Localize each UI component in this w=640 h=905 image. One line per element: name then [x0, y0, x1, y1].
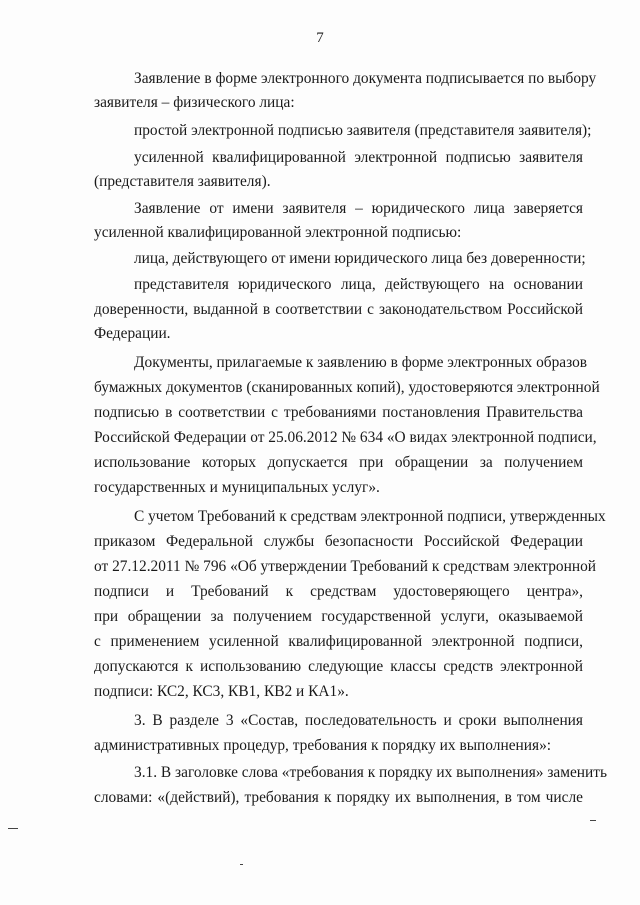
- text-line: Документы, прилагаемые к заявлению в форме электронных образов: [134, 354, 588, 371]
- text-line: подписью в соответствии с требованиями постановления Правительства: [94, 404, 583, 421]
- text-line: словами: «(действий), требования к порядку их выполнения, в том числе: [94, 789, 583, 806]
- text-line: подписи и Требований к средствам удостоверяющего центра»,: [94, 583, 583, 600]
- text-line: бумажных документов (сканированных копий), удостоверяются электронной: [94, 379, 600, 396]
- text-line: усиленной квалифицированной электронной подписью:: [94, 224, 462, 241]
- text-line: представителя юридического лица, действующего на основании: [134, 276, 583, 293]
- text-line: 3. В разделе 3 «Состав, последовательность и сроки выполнения: [134, 712, 583, 729]
- text-line: приказом Федеральной службы безопасности Российской Федерации: [94, 533, 583, 550]
- text-line: Российской Федерации от 25.06.2012 № 634 «О видах электронной подписи,: [94, 429, 597, 446]
- text-line: Заявление в форме электронного документа подписывается по выбору: [134, 70, 597, 87]
- page-number: 7: [316, 30, 324, 46]
- text-line: Заявление от имени заявителя – юридического лица заверяется: [134, 200, 583, 217]
- text-line: заявителя – физического лица:: [94, 94, 295, 111]
- text-line: с применением усиленной квалифицированной электронной подписи,: [94, 633, 583, 650]
- scan-speck: [590, 820, 596, 821]
- text-line: С учетом Требований к средствам электронной подписи, утвержденных: [134, 508, 606, 525]
- text-line: Федерации.: [94, 325, 171, 342]
- text-line: от 27.12.2011 № 796 «Об утверждении Требований к средствам электронной: [94, 558, 597, 575]
- text-line: подписи: КС2, КС3, КВ1, КВ2 и КА1».: [94, 683, 349, 700]
- scan-speck: [240, 864, 243, 865]
- text-line: (представителя заявителя).: [94, 173, 271, 190]
- text-line: допускаются к использованию следующие классы средств электронной: [94, 658, 583, 675]
- text-line: при обращении за получением государственной услуги, оказываемой: [94, 608, 583, 625]
- text-line: простой электронной подписью заявителя (представителя заявителя);: [134, 122, 592, 139]
- text-line: лица, действующего от имени юридического лица без доверенности;: [134, 250, 586, 267]
- text-line: использование которых допускается при обращении за получением: [94, 454, 583, 471]
- text-line: усиленной квалифицированной электронной подписью заявителя: [134, 149, 583, 166]
- text-line: доверенности, выданной в соответствии с законодательством Российской: [94, 301, 583, 318]
- text-line: 3.1. В заголовке слова «требования к порядку их выполнения» заменить: [134, 764, 608, 781]
- text-line: административных процедур, требования к порядку их выполнения»:: [94, 737, 552, 754]
- scan-speck: [8, 828, 18, 829]
- text-line: государственных и муниципальных услуг».: [94, 479, 380, 496]
